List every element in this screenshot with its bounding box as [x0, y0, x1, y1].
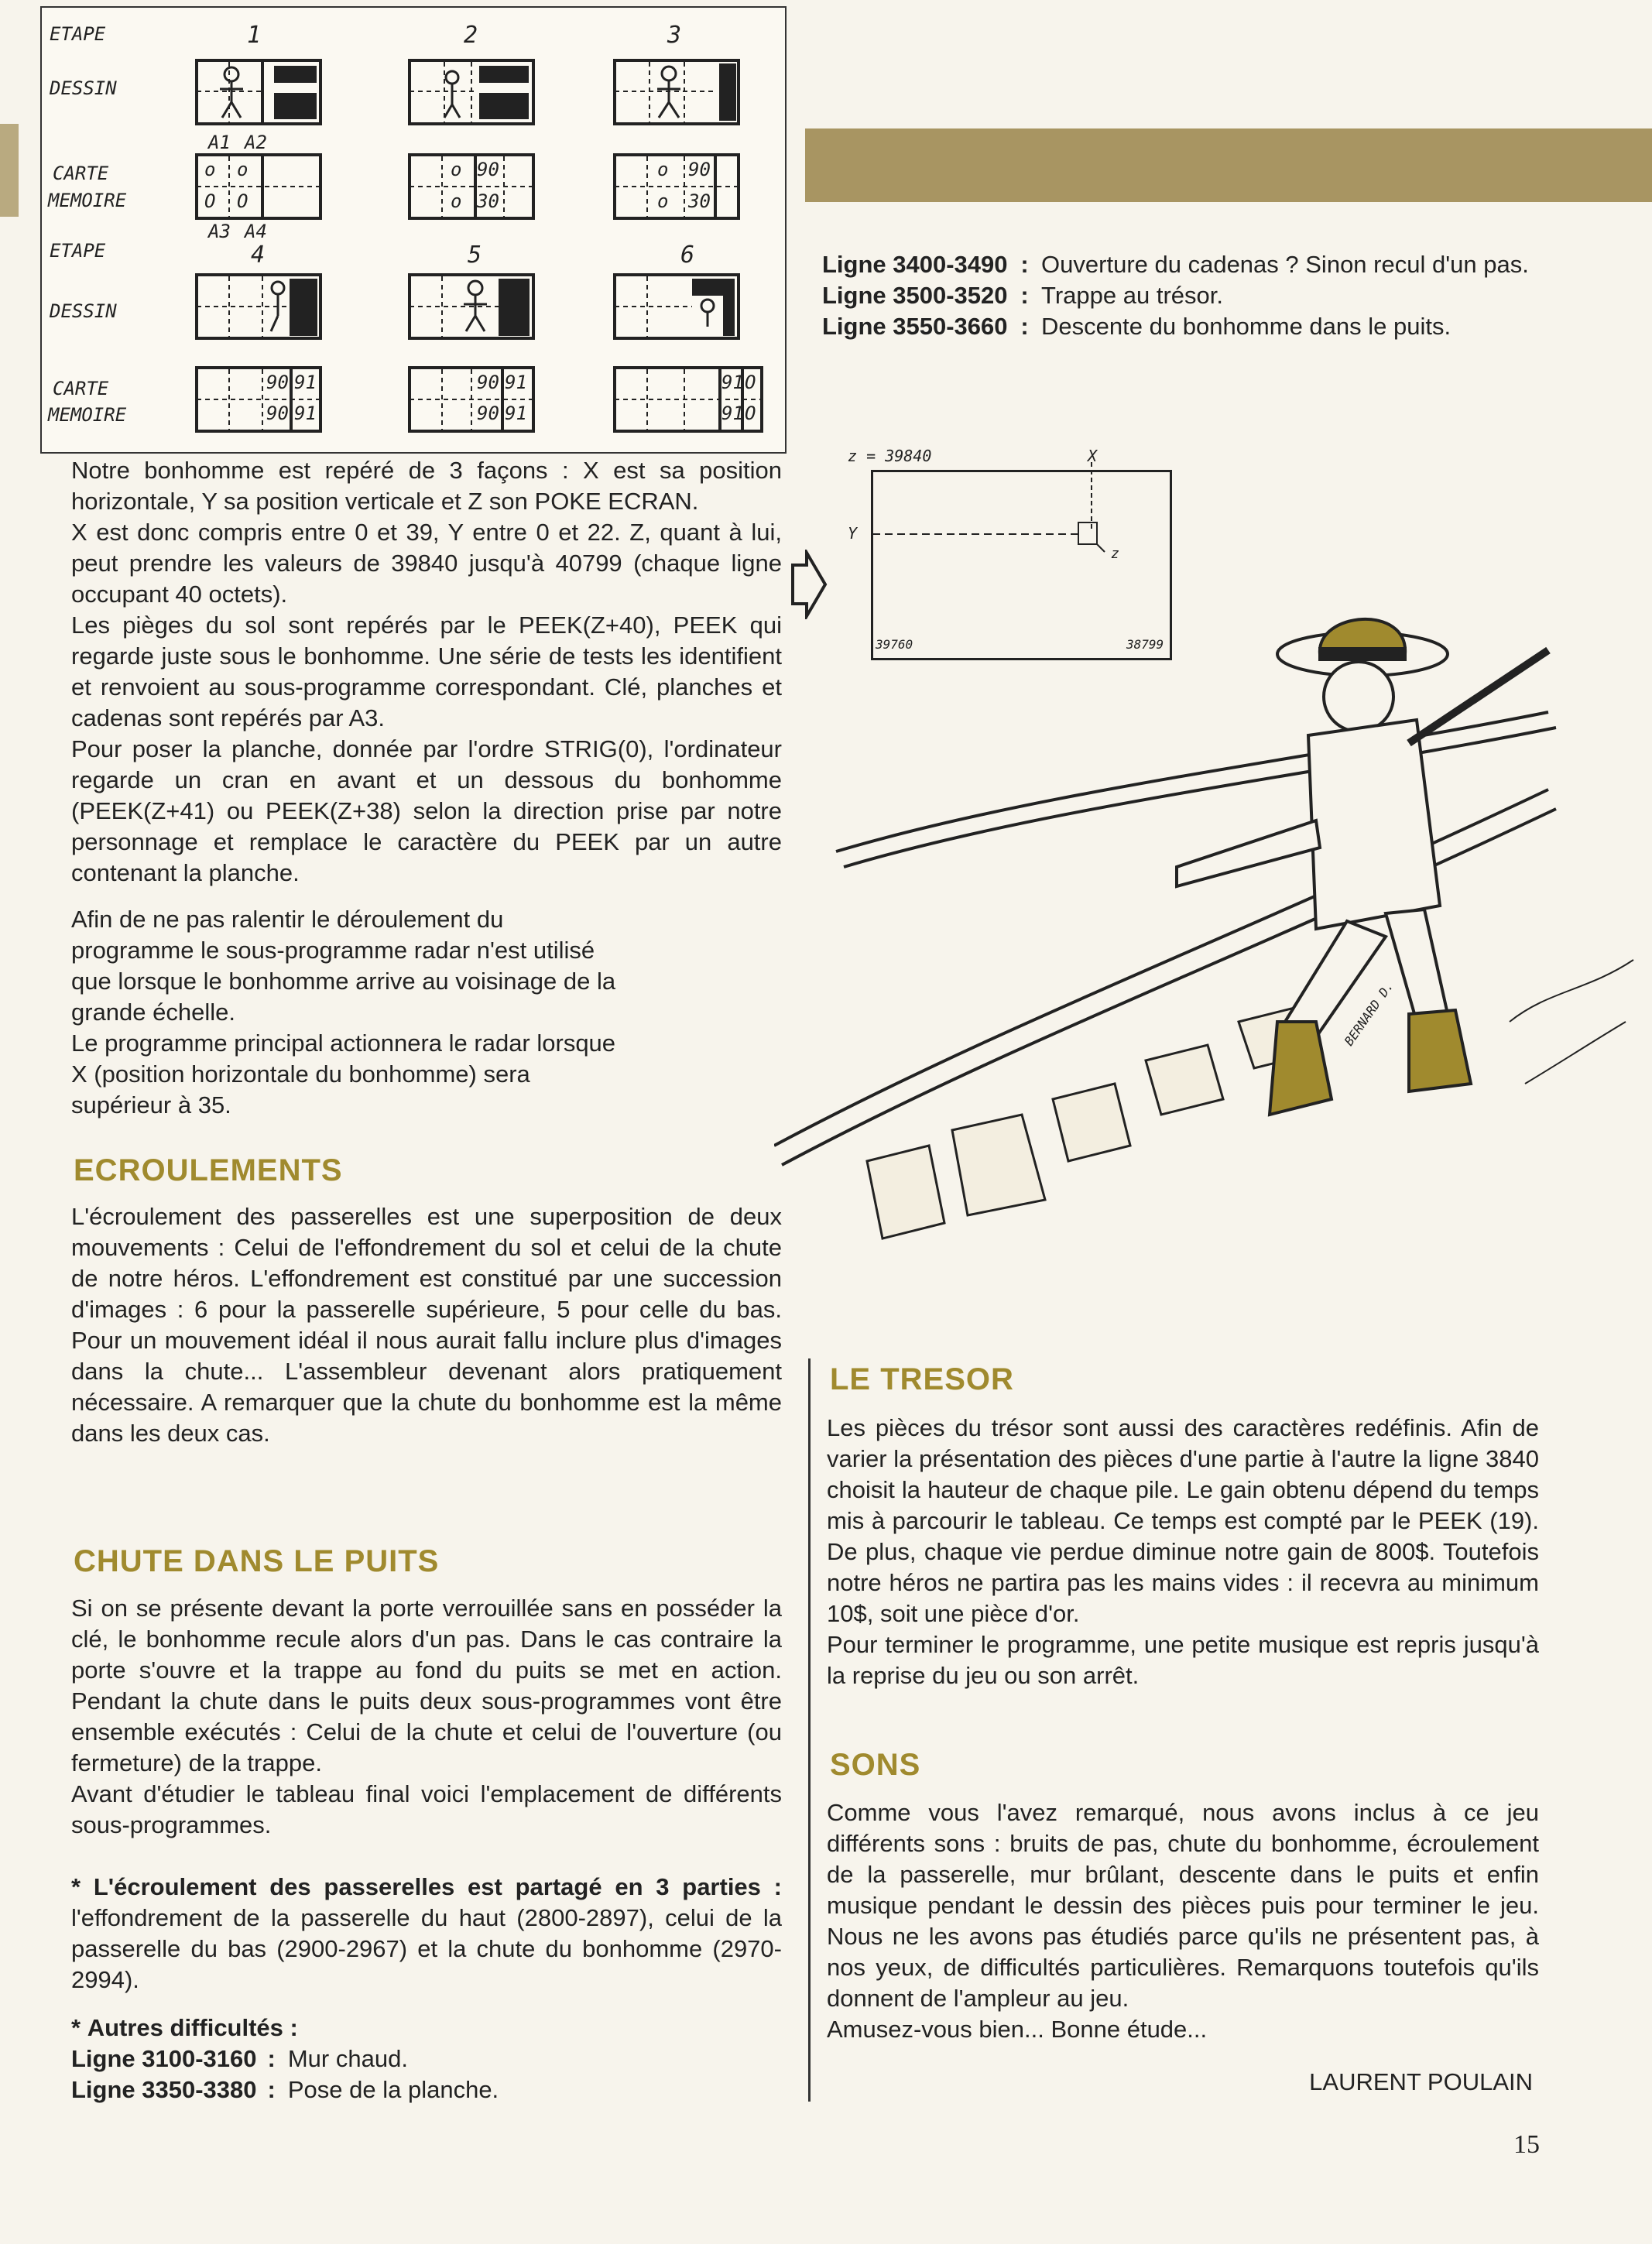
paragraph: Avant d'étudier le tableau final voici l'emplacement de différents sous-programmes.: [71, 1780, 782, 1838]
autres-heading: [71, 2013, 782, 2044]
screen-bottom-left: 39760: [876, 637, 913, 652]
cell-label-a2: A2: [245, 132, 267, 153]
chute-text: [71, 1593, 782, 1841]
label-dessin-1: DESSIN: [50, 77, 117, 99]
step-number-3: 3: [667, 22, 682, 49]
mem-90-1: 90: [477, 159, 499, 180]
cell-label-a3: A3: [208, 221, 231, 242]
line-number: Ligne 3400-3490: [822, 251, 1008, 278]
mem-o-7: o: [657, 159, 669, 180]
line-separator: :: [1020, 251, 1029, 278]
label-etape-2: ETAPE: [50, 240, 106, 262]
ecroul-rest: l'effondrement de la passerelle du haut (2800-2897), celui de la passerelle du bas (2900-2967) et la chute du bonhomme (2970-2994).: [71, 1904, 782, 1993]
line-number: Ligne 3350-3380: [71, 2076, 257, 2103]
mem-90-4: 90: [266, 403, 289, 424]
mem-o-5: o: [451, 159, 462, 180]
cell-label-a4: A4: [245, 221, 267, 242]
screen-x-label: X: [1088, 447, 1098, 465]
mem-90-3: 90: [266, 372, 289, 393]
ecroul-bold: L'écroulement des passerelles est partagé en 3 parties :: [93, 1873, 782, 1900]
screen-y-label: Y: [848, 524, 858, 543]
paragraph: Notre bonhomme est repéré de 3 façons : X est sa position horizontale, Y sa position verticale et Z son POKE ECRAN.: [71, 457, 782, 515]
mem-30-1: 30: [477, 190, 499, 212]
line-desc: Trappe au trésor.: [1041, 282, 1223, 309]
step-number-5: 5: [468, 242, 482, 269]
column-rule: [808, 1358, 811, 2102]
label-memoire-1: MEMOIRE: [48, 190, 127, 211]
line-separator: :: [267, 2045, 276, 2072]
storyboard-diagram: [40, 6, 787, 454]
heading-sons: SONS: [830, 1748, 921, 1782]
line-separator: :: [267, 2076, 276, 2103]
page-number: 15: [1513, 2130, 1540, 2159]
mem-o-8: o: [657, 190, 669, 212]
paragraph: Pour poser la planche, donnée par l'ordre STRIG(0), l'ordinateur regarde un cran en avant et un dessous du bonhomme (PEEK(Z+41) ou PEEK(Z+38) selon la direction prise par notre personnage et remplace le caractère du PEEK par un autre contenant la planche.: [71, 735, 782, 886]
mem-o-4: O: [237, 190, 248, 212]
mem-o-2: o: [237, 159, 248, 180]
step-number-6: 6: [680, 242, 695, 269]
heading-chute: CHUTE DANS LE PUITS: [74, 1544, 440, 1578]
paragraph: Si on se présente devant la porte verrouillée sans en posséder la clé, le bonhomme recule alors d'un pas. Dans le cas contraire la porte s'ouvre et la trappe au fond du puits se met en action. Pendant la chute dans le puits deux sous-programmes vont être ensemble exécutés : Celui de la chute et celui de l'ouverture (ou fermeture) de la trappe.: [71, 1595, 782, 1776]
paragraph: Afin de ne pas ralentir le déroulement du programme le sous-programme radar n'est utilisé que lorsque le bonhomme arrive au voisinage de la grande échelle.: [71, 906, 616, 1026]
screen-bottom-right: 38799: [1126, 637, 1164, 652]
mem-o-9: O: [745, 372, 756, 393]
cell-label-a1: A1: [208, 132, 231, 153]
paragraph: X est donc compris entre 0 et 39, Y entre 0 et 22. Z, quant à lui, peut prendre les valeurs de 39840 jusqu'à 40799 (chaque ligne occupant 40 octets).: [71, 519, 782, 608]
line-desc: Pose de la planche.: [287, 2076, 499, 2103]
autres-bold: Autres difficultés :: [87, 2014, 298, 2041]
mem-91-6: 91: [721, 403, 744, 424]
right-line-table: [822, 249, 1534, 342]
step-number-2: 2: [464, 22, 478, 49]
left-intro-text: [71, 455, 782, 889]
left-edge-strip: [0, 124, 19, 217]
left-line-table: [71, 2044, 499, 2105]
header-band: [805, 128, 1652, 202]
ecroul-parts-text: [71, 1872, 782, 1996]
table-row: [71, 2074, 499, 2105]
label-carte-2: CARTE: [53, 378, 109, 399]
mem-o-1: o: [204, 159, 216, 180]
storyboard-svg: [42, 8, 785, 452]
paragraph: [71, 1872, 782, 1996]
radar-text: [71, 904, 629, 1121]
paragraph: L'écroulement des passerelles est une superposition de deux mouvements : Celui de l'effondrement du sol et celui de la chute de notre héros. L'effondrement est constitué par une succession d'images : 6 pour la passerelle supérieure, 5 pour celle du bas. Pour un mouvement idéal il nous aurait fallu inclure plus d'images dans la chute... L'assembleur devenant alors pratiquement nécessaire. A remarquer que la chute du bonhomme est la même dans les deux cas.: [71, 1203, 782, 1447]
mem-91-2: 91: [294, 403, 317, 424]
mem-o-6: o: [451, 190, 462, 212]
paragraph: Les pièces du trésor sont aussi des caractères redéfinis. Afin de varier la présentation des pièces d'une partie à l'autre la ligne 3840 choisit la hauteur de chaque pile. Le gain obtenu dépend du temps mis à parcourir le tableau. Ce temps est compté par le PEEK (19). De plus, chaque vie perdue diminue notre gain de 800$. Toutefois notre héros ne partira pas les mains vides : il recevra au minimum 10$, soit une pièce d'or.: [827, 1414, 1539, 1627]
heading-tresor: LE TRESOR: [830, 1362, 1014, 1396]
heading-ecroulements: ECROULEMENTS: [74, 1153, 343, 1187]
mem-90-6: 90: [477, 403, 499, 424]
screen-z-label: z = 39840: [848, 447, 932, 465]
mem-o-3: O: [204, 190, 216, 212]
paragraph: Amusez-vous bien... Bonne étude...: [827, 2016, 1208, 2043]
mem-91-3: 91: [505, 372, 527, 393]
mem-90-5: 90: [477, 372, 499, 393]
ecroulements-text: [71, 1201, 782, 1449]
table-row: [822, 249, 1534, 280]
mem-30-2: 30: [688, 190, 711, 212]
line-desc: Mur chaud.: [287, 2045, 408, 2072]
line-desc: Descente du bonhomme dans le puits.: [1041, 313, 1451, 340]
table-row: [71, 2044, 499, 2074]
line-separator: :: [1020, 282, 1029, 309]
line-separator: :: [1020, 313, 1029, 340]
line-number: Ligne 3500-3520: [822, 282, 1008, 309]
line-number: Ligne 3550-3660: [822, 313, 1008, 340]
paragraph: Pour terminer le programme, une petite musique est repris jusqu'à la reprise du jeu ou son arrêt.: [827, 1631, 1539, 1689]
mem-91-5: 91: [721, 372, 744, 393]
tresor-text: [827, 1413, 1539, 1691]
label-memoire-2: MEMOIRE: [48, 404, 127, 426]
explorer-illustration: [774, 588, 1641, 1362]
label-carte-1: CARTE: [53, 163, 109, 184]
author-name: LAURENT POULAIN: [1309, 2068, 1533, 2095]
artist-signature: BERNARD D.: [1341, 978, 1397, 1049]
paragraph: Le programme principal actionnera le radar lorsque X (position horizontale du bonhomme) sera supérieur à 35.: [71, 1029, 616, 1119]
label-etape-1: ETAPE: [50, 23, 106, 45]
paragraph: Les pièges du sol sont repérés par le PEEK(Z+40), PEEK qui regarde juste sous le bonhomme. Une série de tests les identifient et renvoient au sous-programme correspondant. Clé, planches et cadenas sont repérés par A3.: [71, 612, 782, 731]
bullet-star: *: [71, 1873, 81, 1900]
paragraph: Comme vous l'avez remarqué, nous avons inclus à ce jeu différents sons : bruits de pas, chute du bonhomme, écroulement de la passerelle, mur brûlant, descente dans le puits et enfin musique pendant le dessin des pièces puis pour terminer le jeu. Nous ne les avons pas étudiés parce qu'ils ne présentent pas, à nos yeux, de difficultés particulières. Remarquons toutefois qu'ils donnent de l'ampleur au jeu.: [827, 1799, 1539, 2012]
step-number-4: 4: [251, 242, 266, 269]
bullet-star: *: [71, 2014, 81, 2041]
mem-90-2: 90: [688, 159, 711, 180]
mem-o-10: O: [745, 403, 756, 424]
label-dessin-2: DESSIN: [50, 300, 117, 322]
step-number-1: 1: [247, 22, 262, 49]
table-row: [822, 311, 1534, 342]
mem-91-4: 91: [505, 403, 527, 424]
screen-zz-label: z: [1111, 546, 1119, 562]
line-number: Ligne 3100-3160: [71, 2045, 257, 2072]
sons-text: [827, 1797, 1539, 2045]
table-row: [822, 280, 1534, 311]
line-desc: Ouverture du cadenas ? Sinon recul d'un pas.: [1041, 251, 1529, 278]
mem-91-1: 91: [294, 372, 317, 393]
